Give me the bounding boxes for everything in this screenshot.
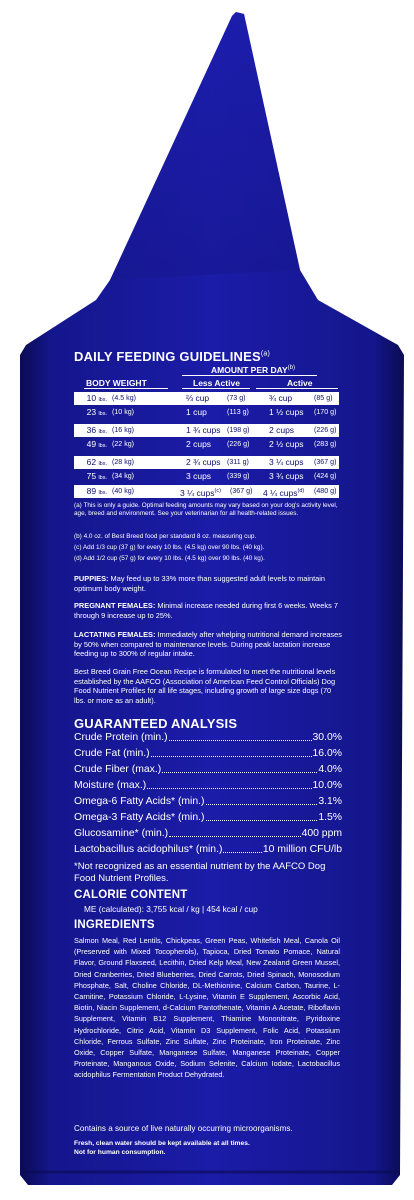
- weight-lbs: 10 lbs.: [86, 393, 107, 403]
- less-active-header: Less Active: [193, 378, 240, 388]
- footnote-d: (d) Add 1/2 cup (57 g) for every 10 lbs. (4.5 kg) over 90 lbs. (40 kg).: [74, 555, 265, 562]
- weight-lbs: 23 lbs.: [86, 407, 107, 417]
- active-amount: 3 ¼ cups: [269, 457, 304, 467]
- analysis-row: Moisture (max.) 10.0%: [74, 780, 342, 791]
- analysis-title: GUARANTEED ANALYSIS: [74, 716, 238, 731]
- weight-lbs: 36 lbs.: [86, 425, 107, 435]
- active-amount: 1 ½ cups: [269, 407, 304, 417]
- human-consumption-warning: Not for human consumption.: [74, 1149, 166, 1156]
- active-amount: 2 cups: [269, 425, 295, 435]
- analysis-row: Crude Fiber (max.) 4.0%: [74, 764, 342, 775]
- table-row: [74, 424, 339, 437]
- less-active-amount: 1 cup: [186, 407, 207, 417]
- footnote-a: (a) This is only a guide. Optimal feeding amounts may vary based on your dog's activity level, age, breed and environment. See your veterinarian for all health-related issues.: [74, 502, 338, 518]
- active-amount: 4 ¼ cups$^{(d)}$: [263, 487, 305, 498]
- table-row: [74, 406, 339, 419]
- active-grams: (170 g): [314, 408, 337, 416]
- pregnant-text: PREGNANT FEMALES: Minimal increase needed during first 6 weeks. Weeks 7 through 9 increase up to 25%.: [74, 601, 338, 620]
- footnote-b: (b) 4.0 oz. of Best Breed food per standard 8 oz. measuring cup.: [74, 533, 257, 540]
- less-active-grams: (113 g): [227, 408, 249, 416]
- feeding-title: DAILY FEEDING GUIDELINES$^{(a)}$: [74, 349, 270, 364]
- ingredients-list: Salmon Meal, Red Lentils, Chickpeas, Green Peas, Whitefish Meal, Canola Oil (Preserved with Mixed Tocopherols), Tapioca, Dried Tomato Pomace, Natural Flavor, Ground Flaxseed, Lecithin, Dried Kelp Meal, New Zealand Green Mussel, Dried Cranberries, Dried Blueberries, Dried Carrots, Dried Spinach, Monosodium Phosphate, Salt, Choline Chloride, DL-Methionine, Calcium Carbon, Taurine, L-Carnitine, Potassium Chloride, L-Lysine, Vitamin E Supplement, Ascorbic Acid, Biotin, Niacin Supplement, d-Calcium Pantothenate, Vitamin A Acetate, Riboflavin Supplement, Vitamin B12 Supplement, Thiamine Mononitrate, Pyridoxine Hydrochloride, Citric Acid, Vitamin D3 Supplement, Folic Acid, Potassium Chloride, Ferrous Sulfate, Zinc Sulfate, Zinc Proteinate, Iron Proteinate, Zinc Oxide, Copper Sulfate, Manganese Sulfate, Manganese Proteinate, Copper Proteinate, Manganous Oxide, Sodium Selenite, Calcium Iodate, Lactobacillus acidophilus Fermentation Product Dehydrated.: [74, 936, 340, 1080]
- less-active-grams: (198 g): [227, 426, 250, 434]
- table-row: [74, 470, 339, 483]
- active-grams: (283 g): [314, 440, 337, 448]
- analysis-row: Omega-3 Fatty Acids* (min.) 1.5%: [74, 812, 342, 823]
- weight-lbs: 62 lbs.: [86, 457, 107, 467]
- water-statement: Fresh, clean water should be kept available at all times.: [74, 1140, 250, 1147]
- body-weight-header: BODY WEIGHT: [86, 378, 147, 388]
- active-amount: 2 ½ cups: [269, 439, 304, 449]
- active-grams: (480 g): [314, 487, 337, 495]
- aafco-statement: Best Breed Grain Free Ocean Recipe is formulated to meet the nutritional levels established by the AAFCO (Association of American Feed Control Officials) Dog Food Nutrient Profiles for all life stages, including growth of large size dogs (70 lbs. or more as an adult).: [74, 667, 336, 705]
- weight-lbs: 75 lbs.: [86, 471, 107, 481]
- less-active-grams: (367 g): [230, 487, 253, 495]
- active-header: Active: [287, 378, 313, 388]
- less-active-amount: ⅔ cup: [186, 393, 210, 403]
- weight-kg: (40 kg): [112, 487, 135, 495]
- analysis-row: Omega-6 Fatty Acids* (min.) 3.1%: [74, 796, 342, 807]
- less-active-grams: (73 g): [227, 394, 246, 402]
- weight-kg: (10 kg): [112, 408, 135, 416]
- amount-per-day-header: AMOUNT PER DAY$^{(b)}$: [211, 365, 296, 375]
- active-grams: (85 g): [314, 394, 333, 402]
- ingredients-title: INGREDIENTS: [74, 919, 155, 931]
- active-grams: (226 g): [314, 426, 337, 434]
- weight-kg: (22 kg): [112, 440, 135, 448]
- calorie-value: ME (calculated): 3,755 kcal / kg | 454 kcal / cup: [84, 904, 258, 914]
- less-active-amount: 2 cups: [186, 439, 212, 449]
- table-row: [74, 456, 339, 469]
- active-amount: 3 ¾ cups: [269, 471, 304, 481]
- active-grams: (367 g): [314, 458, 337, 466]
- analysis-row: Crude Fat (min.) 16.0%: [74, 748, 342, 759]
- weight-lbs: 49 lbs.: [86, 439, 107, 449]
- less-active-grams: (339 g): [227, 472, 250, 480]
- calorie-title: CALORIE CONTENT: [74, 889, 188, 901]
- weight-kg: (28 kg): [112, 458, 135, 466]
- puppies-text: PUPPIES: May feed up to 33% more than suggested adult levels to maintain optimum body weight.: [74, 574, 326, 593]
- less-active-grams: (226 g): [227, 440, 250, 448]
- active-amount: ¾ cup: [269, 393, 293, 403]
- analysis-row: Glucosamine* (min.) 400 ppm: [74, 828, 342, 839]
- less-active-amount: 3 cups: [186, 471, 212, 481]
- weight-kg: (4.5 kg): [112, 394, 136, 402]
- less-active-amount: 2 ¾ cups: [186, 457, 221, 467]
- less-active-grams: (311 g): [227, 458, 249, 466]
- weight-kg: (34 kg): [112, 472, 135, 480]
- divider: [182, 375, 317, 376]
- footnote-c: (c) Add 1/3 cup (37 g) for every 10 lbs. (4.5 kg) over 90 lbs. (40 kg).: [74, 544, 265, 551]
- table-row: [74, 485, 339, 498]
- analysis-row: Lactobacillus acidophilus* (min.) 10 million CFU/lb: [74, 844, 342, 855]
- divider: [182, 388, 250, 389]
- divider: [256, 388, 338, 389]
- less-active-amount: 3 ¼ cups$^{(c)}$: [180, 487, 221, 498]
- weight-kg: (16 kg): [112, 426, 135, 434]
- analysis-footnote: *Not recognized as an essential nutrient by the AAFCO Dog Food Nutrient Profiles.: [74, 861, 326, 884]
- weight-lbs: 89 lbs.: [86, 486, 107, 496]
- analysis-row: Crude Protein (min.) 30.0%: [74, 732, 342, 743]
- divider: [84, 388, 168, 389]
- lactating-text: LACTATING FEMALES: Immediately after whelping nutritional demand increases by 50% when compared to maintenance levels. During peak lactation increase feeding up to 300% of regular intake.: [74, 630, 342, 659]
- less-active-amount: 1 ¾ cups: [186, 425, 221, 435]
- table-row: [74, 392, 339, 405]
- active-grams: (424 g): [314, 472, 337, 480]
- table-row: [74, 438, 339, 451]
- microorganisms-statement: Contains a source of live naturally occurring microorganisms.: [74, 1124, 293, 1133]
